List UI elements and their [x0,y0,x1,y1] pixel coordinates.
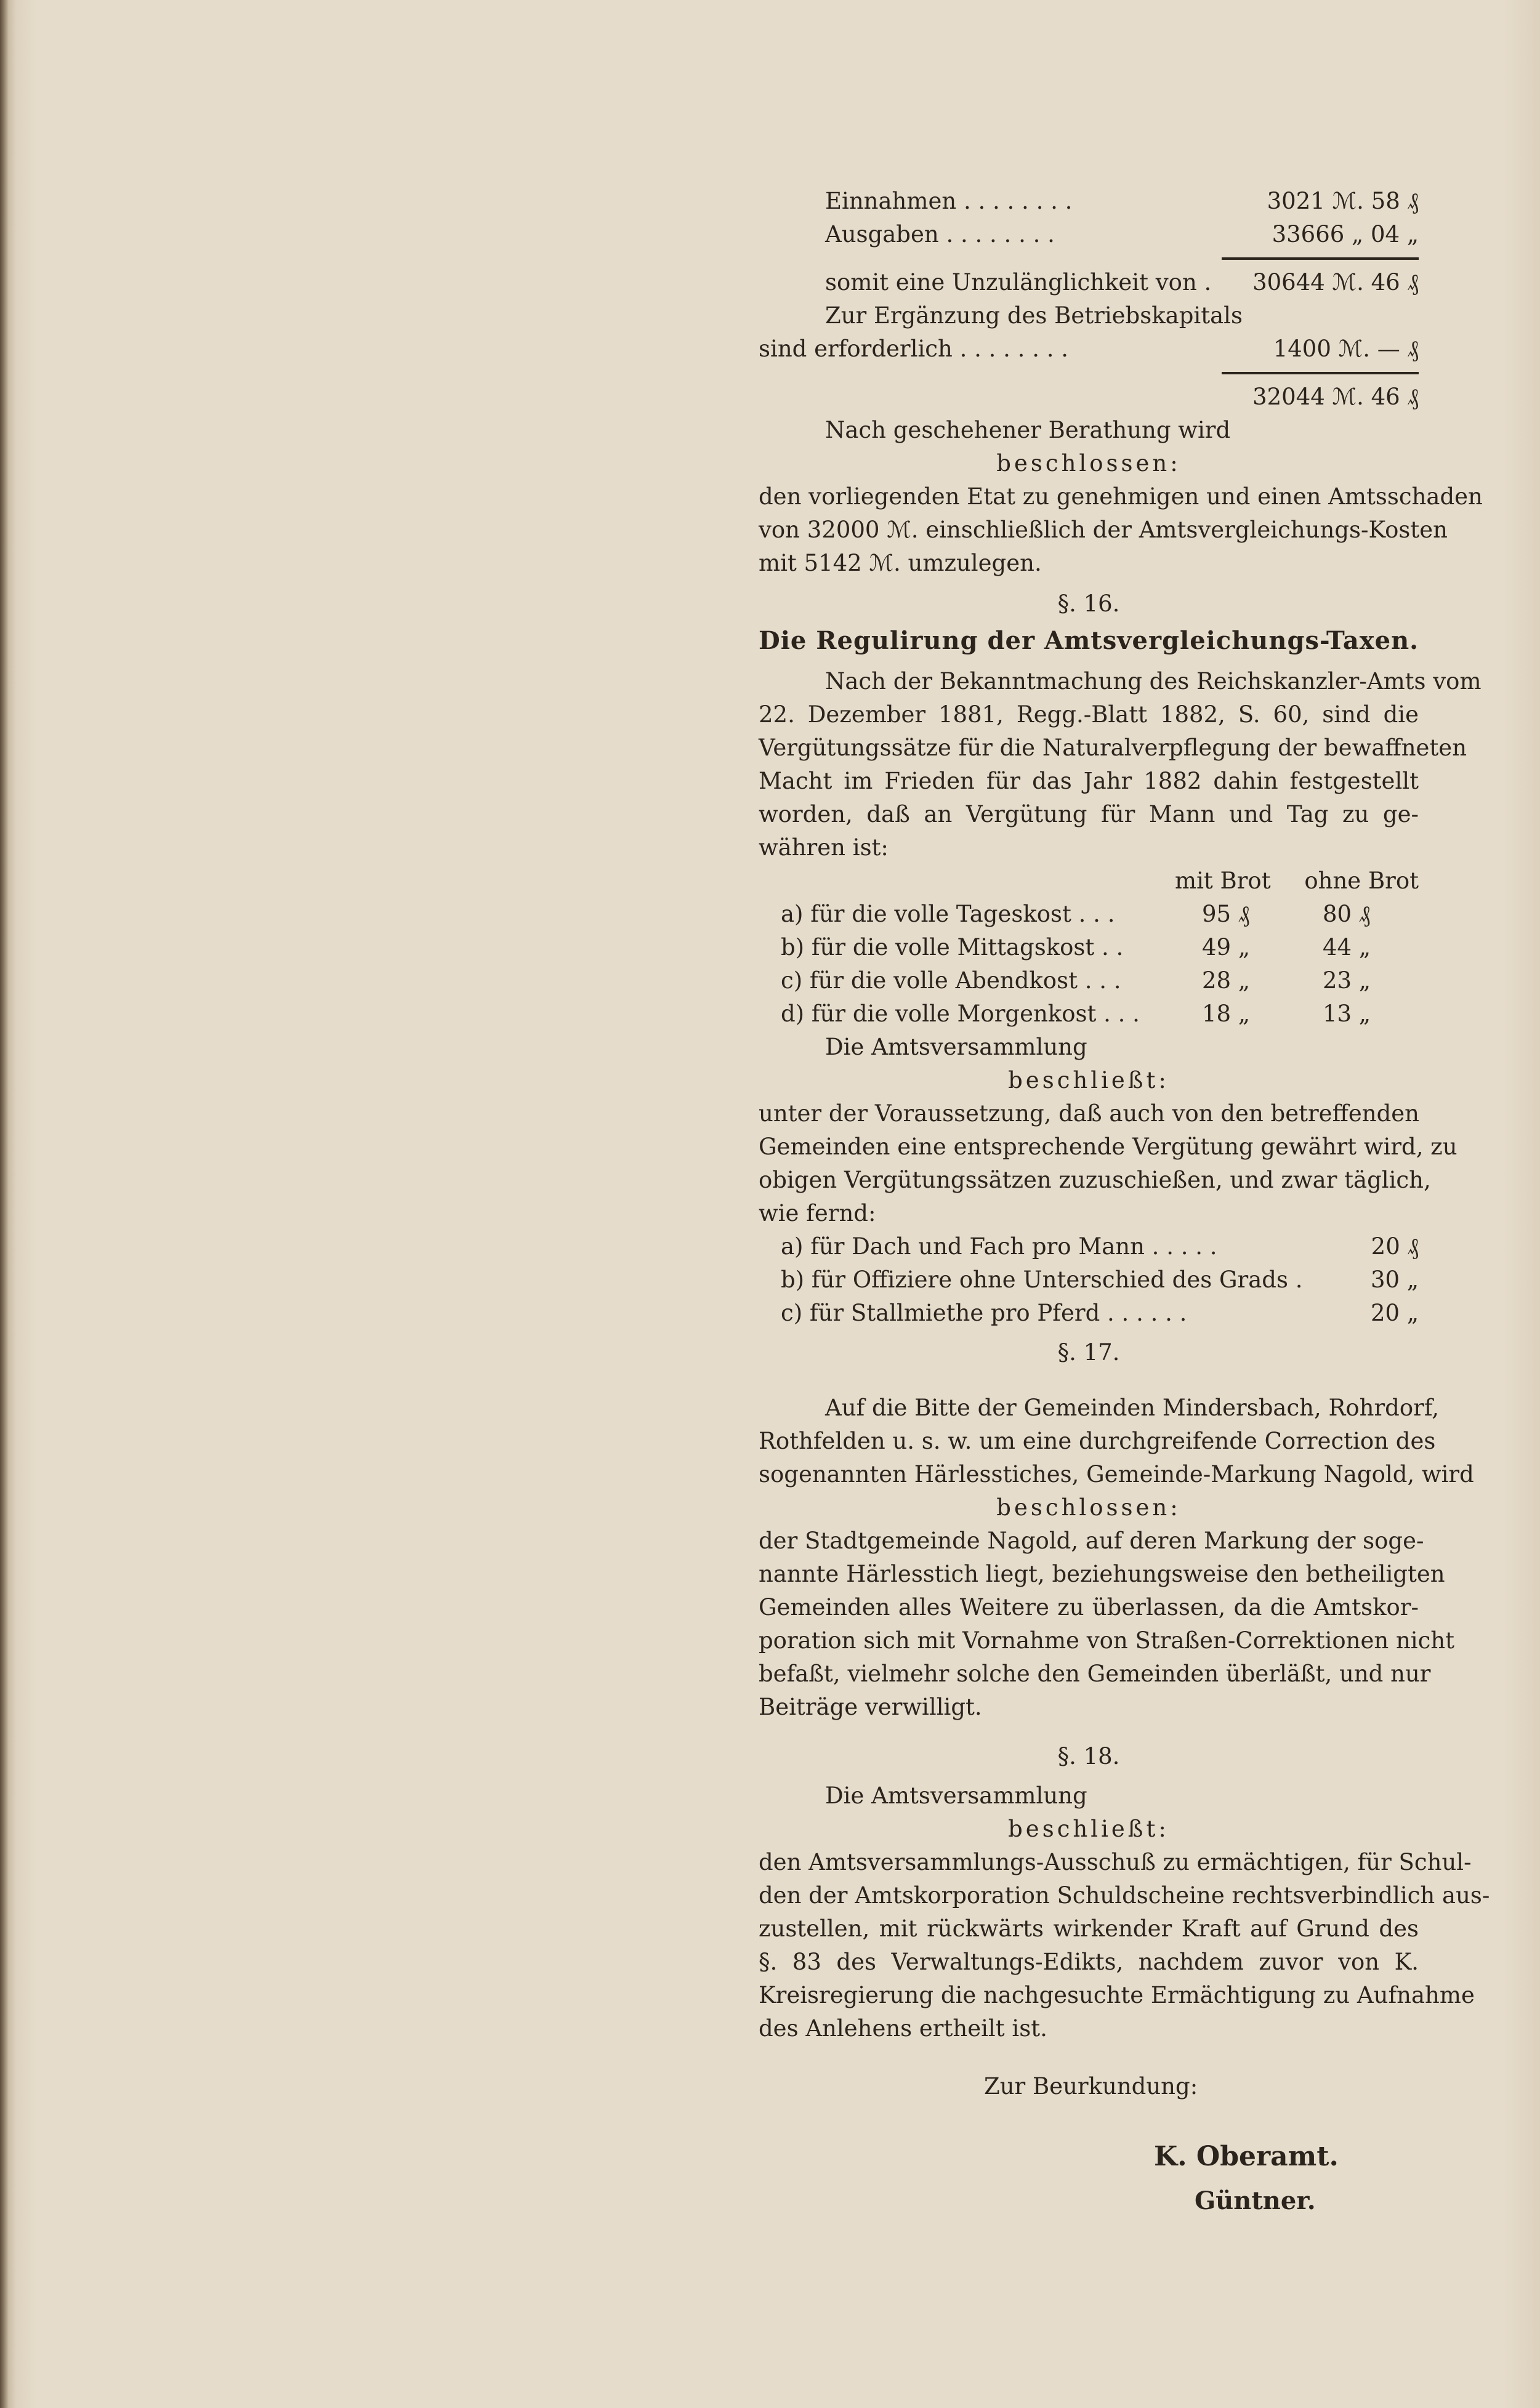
section-16-line2: wie fernd: [759,1200,876,1226]
sum-rule-2 [1222,372,1419,374]
section-17-number: §. 17. [1057,1339,1120,1366]
column-header-ohne-brot: ohne Brot [1304,868,1419,894]
verguetung-item-label: b) für die volle Mittagskost . . [781,934,1124,960]
section-16-line: worden, daß an Vergütung für Mann und Tag zu ge- [759,801,1419,827]
beurkundung-label: Zur Beurkundung: [984,2073,1198,2100]
section-18-line: zustellen, mit rückwärts wirkender Kraft auf Grund des [759,1915,1419,1942]
section-17-line2: befaßt, vielmehr solche den Gemeinden überläßt, und nur [759,1661,1431,1687]
verguetung-item-ohne: 23 „ [1323,967,1371,994]
ausgaben-value: 33666 „ 04 „ [1272,221,1419,248]
verguetung-item-ohne: 13 „ [1323,1001,1371,1027]
verguetung-item-label: c) für die volle Abendkost . . . [781,967,1121,994]
beratung-line: von 32000 ℳ. einschließlich der Amtsvergleichungs-Kosten [759,517,1448,543]
section-17-line2: nannte Härlesstich liegt, beziehungsweise den betheiligten [759,1561,1445,1587]
section-17-line2: der Stadtgemeinde Nagold, auf deren Markung der soge- [759,1528,1424,1554]
total-value: 32044 ℳ. 46 ₰ [1252,384,1419,410]
verguetung-item-ohne: 44 „ [1323,934,1371,960]
ergaenzung-line-2: sind erforderlich . . . . . . . . [759,336,1069,362]
beratung-beschlossen: beschlossen: [996,450,1181,477]
section-18-versammlung: Die Amtsversammlung [825,1782,1087,1809]
section-18-number: §. 18. [1057,1743,1120,1770]
section-16-line2: Gemeinden eine entsprechende Vergütung gewährt wird, zu [759,1134,1457,1160]
einnahmen-value: 3021 ℳ. 58 ₰ [1267,188,1419,214]
section-17-line: Rothfelden u. s. w. um eine durchgreifende Correction des [759,1428,1436,1454]
section-16-beschliesst: beschließt: [1008,1067,1169,1093]
signature-name: Güntner. [1195,2186,1316,2215]
section-16-line: Nach der Bekanntmachung des Reichskanzler-Amts vom [825,668,1482,695]
verguetung-item-mit: 49 „ [1202,934,1251,960]
verguetung-item-ohne: 80 ₰ [1323,901,1371,927]
section-16-line2: unter der Voraussetzung, daß auch von den betreffenden [759,1100,1419,1127]
beratung-line: den vorliegenden Etat zu genehmigen und einen Amtsschaden [759,483,1483,510]
quartier-item-label: a) für Dach und Fach pro Mann . . . . . [781,1233,1217,1260]
section-16-line: Macht im Frieden für das Jahr 1882 dahin festgestellt [759,768,1419,794]
quartier-item-value: 30 „ [1370,1266,1419,1293]
section-17-line2: Gemeinden alles Weitere zu überlassen, da die Amtskor- [759,1594,1419,1621]
quartier-item-label: b) für Offiziere ohne Unterschied des Grads . [781,1266,1303,1293]
section-18-line: Kreisregierung die nachgesuchte Ermächtigung zu Aufnahme [759,1982,1475,2008]
quartier-item-value: 20 ₰ [1371,1233,1419,1260]
section-16-line: Vergütungssätze für die Naturalverpflegung der bewaffneten [759,735,1467,761]
einnahmen-label: Einnahmen . . . . . . . . [825,188,1073,214]
section-18-line: §. 83 des Verwaltungs-Edikts, nachdem zuvor von K. [759,1949,1419,1975]
verguetung-item-mit: 28 „ [1202,967,1251,994]
quartier-item-value: 20 „ [1370,1300,1419,1326]
verguetung-item-mit: 95 ₰ [1202,901,1250,927]
quartier-item-label: c) für Stallmiethe pro Pferd . . . . . . [781,1300,1187,1326]
section-16-versammlung: Die Amtsversammlung [825,1034,1087,1060]
section-16-number: §. 16. [1057,590,1120,617]
ergaenzung-line-1: Zur Ergänzung des Betriebskapitals [825,302,1243,329]
section-18-line: des Anlehens ertheilt ist. [759,2015,1047,2042]
section-17-line2: poration sich mit Vornahme von Straßen-Correktionen nicht [759,1627,1455,1654]
section-16-line2: obigen Vergütungssätzen zuzuschießen, und zwar täglich, [759,1167,1431,1193]
beratung-line: mit 5142 ℳ. umzulegen. [759,550,1042,576]
column-header-mit-brot: mit Brot [1175,868,1271,894]
section-18-line: den der Amtskorporation Schuldscheine rechtsverbindlich aus- [759,1882,1490,1909]
ausgaben-label: Ausgaben . . . . . . . . [825,221,1055,248]
section-18-line: den Amtsversammlungs-Ausschuß zu ermächtigen, für Schul- [759,1849,1472,1875]
verguetung-item-label: d) für die volle Morgenkost . . . [781,1001,1140,1027]
section-17-beschlossen: beschlossen: [996,1494,1181,1521]
section-16-title: Die Regulirung der Amtsvergleichungs-Taxen. [759,626,1419,655]
ergaenzung-value: 1400 ℳ. — ₰ [1273,336,1419,362]
section-17-line2: Beiträge verwilligt. [759,1694,982,1720]
verguetung-item-label: a) für die volle Tageskost . . . [781,901,1115,927]
unzulaenglichkeit-label: somit eine Unzulänglichkeit von . [825,269,1212,296]
section-17-line: sogenannten Härlesstiches, Gemeinde-Markung Nagold, wird [759,1461,1474,1488]
sum-rule-1 [1222,257,1419,260]
section-18-beschliesst: beschließt: [1008,1816,1169,1842]
section-16-line: 22. Dezember 1881, Regg.-Blatt 1882, S. 60, sind die [759,701,1419,728]
office-name: K. Oberamt. [1154,2141,1339,2172]
beratung-intro: Nach geschehener Berathung wird [825,417,1231,443]
section-17-line: Auf die Bitte der Gemeinden Mindersbach, Rohrdorf, [825,1395,1439,1421]
verguetung-item-mit: 18 „ [1202,1001,1251,1027]
unzulaenglichkeit-value: 30644 ℳ. 46 ₰ [1252,269,1419,296]
section-16-line: währen ist: [759,834,889,861]
